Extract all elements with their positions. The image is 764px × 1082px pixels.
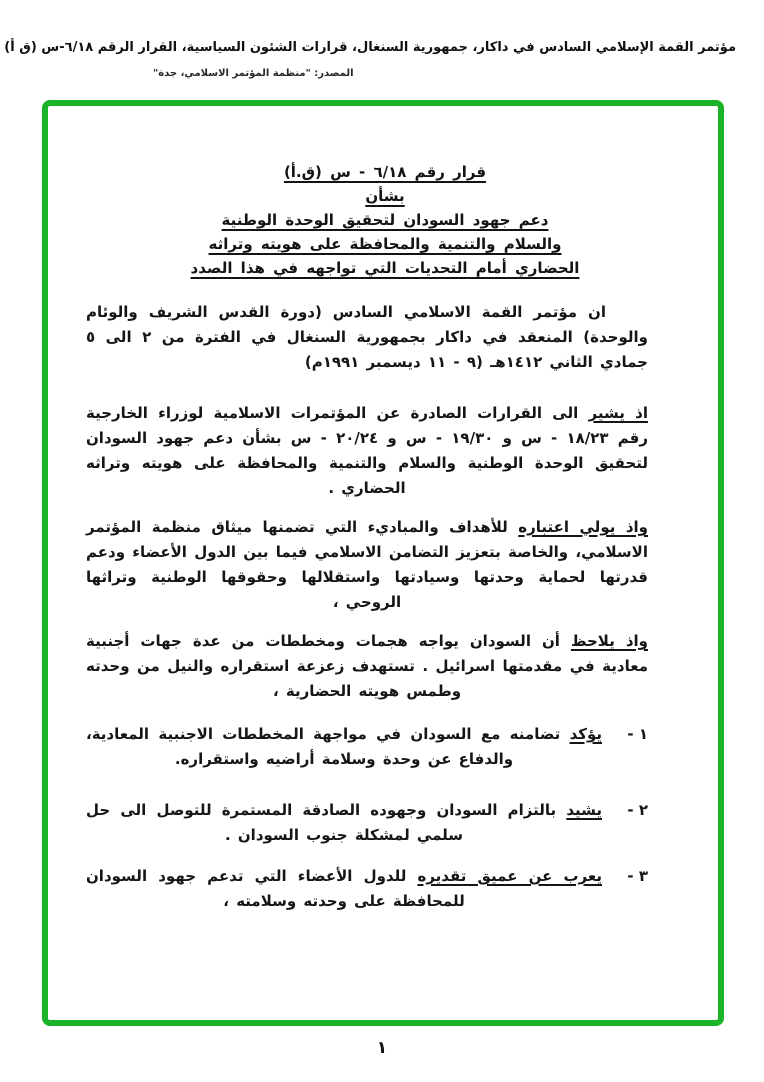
item-lead: يؤكد (569, 725, 602, 743)
item-text (86, 798, 602, 848)
source-line: المصدر: "منظمة المؤتمر الاسلامي، جدة" (153, 68, 354, 79)
resolution-item-3 (86, 864, 648, 914)
item-text (86, 864, 602, 914)
preamble-paragraph-3 (86, 515, 648, 615)
item-rest: للدول الأعضاء التي تدعم جهود السودان للمحافظة على وحدته وسلامته ، (86, 867, 465, 910)
document-title-block (104, 160, 666, 280)
preamble-paragraph-4 (86, 629, 648, 704)
doc-title-line-1: قرار رقم ٦/١٨ - س (ق.أ) (283, 163, 487, 181)
item-number: ٣ - (627, 867, 648, 885)
item-rest: بالتزام السودان وجهوده الصادقة المستمرة للتوصل الى حل سلمي لمشكلة جنوب السودان . (86, 801, 567, 844)
item-lead: يعرب عن عميق تقديره (417, 867, 602, 885)
paragraph-text: للأهداف والمباديء التي تضمنها ميثاق منظمة المؤتمر الاسلامي، والخاصة بتعزيز التضامن الاسلامي فيما بين الدول الأعضاء ودعم قدرتها لحماية وحدتها وسيادتها واستقلالها وحقوقها الوطنية وتراثها الروحي ، (86, 518, 648, 611)
paragraph-text: ان مؤتمر القمة الاسلامي السادس (دورة القدس الشريف والوئام والوحدة) المنعقد في داكار بجمهورية السنغال في الفترة من ٢ الى ٥ جمادي الثاني ١٤١٢هـ (٩ - ١١ ديسمبر ١٩٩١م) (86, 303, 648, 371)
paragraph-text: أن السودان يواجه هجمات ومخططات من عدة جهات أجنبية معادية في مقدمتها اسرائيل . تستهدف زعزعة استقراره والنيل من وحدته وطمس هويته الحضارية ، (86, 632, 648, 700)
resolution-border-box (42, 100, 724, 1026)
resolution-item-1 (86, 722, 648, 772)
doc-title-line-2: بشأن (365, 187, 405, 205)
paragraph-lead: اذ يشير (588, 404, 648, 422)
paragraph-lead: واذ يولي اعتباره (518, 518, 648, 536)
paragraph-lead: واذ يلاحظ (570, 632, 649, 650)
paragraph-text: الى القرارات الصادرة عن المؤتمرات الاسلامية لوزراء الخارجية رقم ١٨/٢٣ - س و ١٩/٣٠ - س و ٢٠/٢٤ - س بشأن دعم جهود السودان لتحقيق الوحدة الوطنية والسلام والتنمية والمحافظة على هويته وتراثه الحضاري . (86, 404, 649, 497)
operative-items (86, 722, 648, 914)
preamble-paragraph-1 (86, 300, 648, 375)
item-number: ١ - (627, 725, 648, 743)
item-number: ٢ - (627, 801, 648, 819)
page-number: ١ (376, 1038, 388, 1058)
item-rest: تضامنه مع السودان في مواجهة المخططات الاجنبية المعادية، والدفاع عن وحدة وسلامة أراضيه واستقراره. (86, 725, 570, 768)
header-citation-line: مؤتمر القمة الإسلامي السادس في داكار، جمهورية السنغال، قرارات الشئون السياسية، القرار الرقم ٦/١٨-س (ق أ) (4, 40, 736, 55)
resolution-item-2 (86, 798, 648, 848)
item-text (86, 722, 602, 772)
doc-title-line-3: دعم جهود السودان لتحقيق الوحدة الوطنية (221, 211, 549, 229)
doc-title-line-5: الحضاري أمام التحديات التي تواجهه في هذا الصدد (190, 259, 580, 277)
doc-title-line-4: والسلام والتنمية والمحافظة على هويته وتراثه (208, 235, 562, 253)
preamble-paragraph-2 (86, 401, 648, 501)
item-lead: يشيد (566, 801, 602, 819)
